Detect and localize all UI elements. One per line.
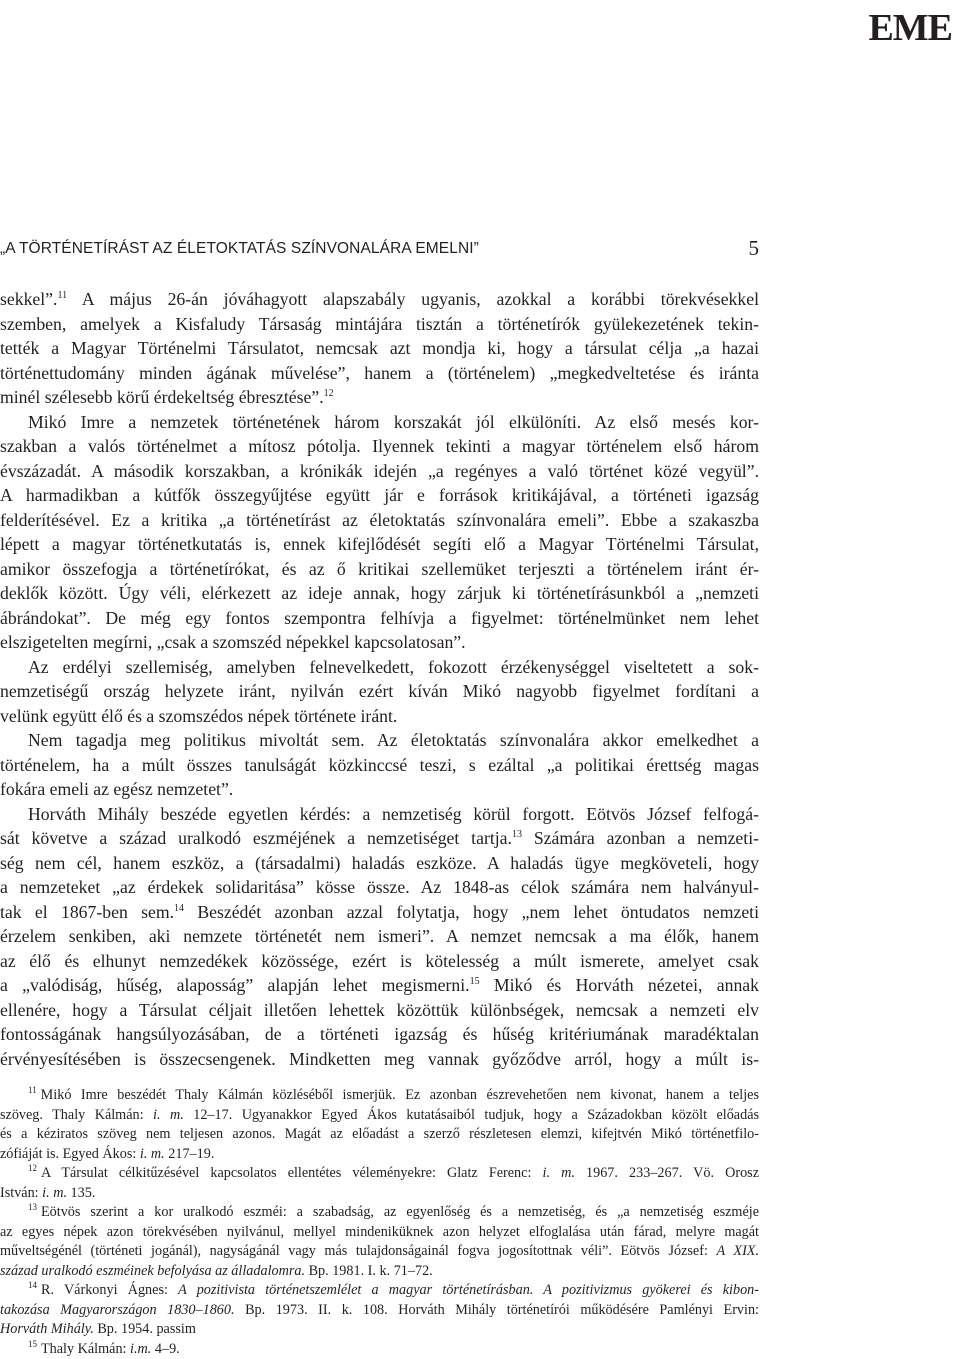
paragraph-5 bbox=[0, 802, 759, 1072]
text-line bbox=[0, 385, 759, 410]
text-run: István: bbox=[0, 1185, 42, 1201]
text-line: és a kéziratos szöveg nem teljesen azonos. Magát az előadást a szerző részletesen elemzi, kifejtvén Mikó történetfilo- bbox=[0, 1125, 759, 1145]
text-run: Thaly Kálmán: bbox=[41, 1341, 130, 1357]
text-line: lépett a magyar történetkutatás is, ennek kifejlődését segíti elő a Magyar Történelmi Társulat, bbox=[0, 532, 759, 557]
text-line: tették a Magyar Történelmi Társulatot, nemcsak azt mondja ki, hogy a társulat célja „a hazai bbox=[0, 336, 759, 361]
text-line: a nemzeteket „az érdekek solidaritása” kösse össze. Az 1848-as célok számára nem halványul- bbox=[0, 875, 759, 900]
text-line: az egyes népek azon törekvésében nyilvánul, mellyel mindeniküknek azon helyzet elfoglalása után fárad, melyre magát bbox=[0, 1223, 759, 1243]
text-run: 217–19. bbox=[165, 1146, 215, 1162]
text-line: érzelem senkiben, aki nemzete történetét nem ismeri”. A nemzet nemcsak a ma élők, hanem bbox=[0, 924, 759, 949]
text-run: 4–9. bbox=[151, 1341, 179, 1357]
footnote-number: 14 bbox=[28, 1280, 37, 1290]
paragraph-4 bbox=[0, 728, 759, 802]
text-line: elszigetelten megírni, „csak a szomszéd népekkel kapcsolatosan”. bbox=[0, 630, 759, 655]
footnotes bbox=[0, 1086, 759, 1359]
text-line: Az erdélyi szellemiség, amelyben felnevelkedett, fokozott érzékenységgel viseltetett a sok- bbox=[0, 655, 759, 680]
footnote-13 bbox=[0, 1203, 759, 1281]
text-run: Beszédét azonban azzal folytatja, hogy „nem lehet öntudatos nemzeti bbox=[184, 902, 759, 922]
text-run: a „valódiság, hűség, alaposság” alapján lehet megismerni. bbox=[0, 975, 470, 995]
text-run: sát követve a század uralkodó eszméjének a nemzetiséget tartja. bbox=[0, 828, 512, 848]
body-text bbox=[0, 287, 759, 1071]
text-line: fontosságának hangsúlyozásában, de a történeti igazság és hűség kritériumának maradéktalan bbox=[0, 1022, 759, 1047]
text-line bbox=[0, 1281, 759, 1301]
text-line: deklők között. Úgy véli, elérkezett az ideje annak, hogy zárjuk ki történetírásunkból a „nemzeti bbox=[0, 581, 759, 606]
text-run: Mikó és Horváth nézetei, annak bbox=[480, 975, 759, 995]
text-run: i. m. bbox=[42, 1185, 67, 1201]
text-line: fokára emeli az egész nemzetet”. bbox=[0, 777, 759, 802]
text-run: műveltségénél (történeti jogánál), nagyságánál vagy más tulajdonságainál fogva jogosítottnak véli”. Eötvös József: bbox=[0, 1243, 716, 1259]
text-run: minél szélesebb körű érdekeltség ébresztése”. bbox=[0, 387, 324, 407]
text-line bbox=[0, 287, 759, 312]
paragraph-2 bbox=[0, 410, 759, 655]
text-run: Bp. 1954. passim bbox=[94, 1321, 196, 1337]
text-run: zófiáját is. Egyed Ákos: bbox=[0, 1146, 140, 1162]
text-line: Horváth Mihály beszéde egyetlen kérdés: a nemzetiség körül forgott. Eötvös József felfogá- bbox=[0, 802, 759, 827]
text-line bbox=[0, 1106, 759, 1126]
footnote-number: 15 bbox=[28, 1339, 37, 1349]
text-line: szakban a valós történelmet a mítosz pótolja. Ilyennek tekinti a magyar történelem első három bbox=[0, 434, 759, 459]
text-line bbox=[0, 826, 759, 851]
footnote-ref: 11 bbox=[57, 290, 67, 301]
footnote-number: 11 bbox=[28, 1085, 37, 1095]
footnote-11 bbox=[0, 1086, 759, 1164]
footnote-number: 12 bbox=[28, 1163, 37, 1173]
paragraph-1 bbox=[0, 287, 759, 410]
text-run: R. Várkonyi Ágnes: bbox=[41, 1282, 178, 1298]
text-run: Horváth Mihály. bbox=[0, 1321, 94, 1337]
footnote-14 bbox=[0, 1281, 759, 1340]
footnote-ref: 13 bbox=[512, 829, 522, 840]
text-line bbox=[0, 1086, 759, 1106]
running-header bbox=[0, 236, 960, 264]
text-line: az élő és elhunyt nemzedékek közössége, ezért is kötelesség a múlt ismerete, amelyet csak bbox=[0, 949, 759, 974]
text-run: 1967. 233–267. Vö. Orosz bbox=[575, 1165, 759, 1181]
text-run: i. m. bbox=[140, 1146, 165, 1162]
text-run: A XIX. bbox=[716, 1243, 759, 1259]
text-run: i. m. bbox=[543, 1165, 575, 1181]
running-title: „A TÖRTÉNETÍRÁST AZ ÉLETOKTATÁS SZÍNVONALÁRA EMELNI” bbox=[0, 240, 479, 258]
footnote-ref: 15 bbox=[470, 976, 480, 987]
page-number: 5 bbox=[749, 236, 760, 261]
text-line: ség nem cél, hanem eszköz, a (társadalmi) haladás eszköze. A haladás ügye megköveteli, hogy bbox=[0, 851, 759, 876]
text-run: Mikó Imre beszédét Thaly Kálmán közléséből ismerjük. Ez azonban észrevehetően nem kivonat, hanem a teljes bbox=[41, 1087, 759, 1103]
text-run: A pozitivista történetszemlélet a magyar történetírásban. A pozitivizmus gyökerei és kibon- bbox=[178, 1282, 759, 1298]
text-run: Eötvös szerint a kor uralkodó eszméi: a szabadság, az egyenlőség és a nemzetiség, és „a nemzetiség eszméje bbox=[41, 1204, 759, 1220]
publisher-logo: EME bbox=[868, 6, 952, 50]
text-line: történettudomány minden ágának művelése”, hanem a (történelem) „megkedveltetése és iránta bbox=[0, 361, 759, 386]
text-line: nemzetiségű ország helyzete iránt, nyilván ezért kíván Mikó nagyobb figyelmet fordítani a bbox=[0, 679, 759, 704]
text-line: Mikó Imre a nemzetek történetének három korszakát jól elkülöníti. Az első mesés kor- bbox=[0, 410, 759, 435]
footnote-ref: 12 bbox=[324, 388, 334, 399]
text-run: sekkel”. bbox=[0, 289, 57, 309]
footnote-12 bbox=[0, 1164, 759, 1203]
text-line: ellenére, hogy a Társulat céljait illetően lehettek közöttük különbségek, nemcsak a nemzeti elv bbox=[0, 998, 759, 1023]
footnote-ref: 14 bbox=[174, 903, 184, 914]
text-line bbox=[0, 1262, 759, 1282]
text-line: Nem tagadja meg politikus mivoltát sem. Az életoktatás színvonalára akkor emelkedhet a bbox=[0, 728, 759, 753]
text-run: Bp. 1973. II. k. 108. Horváth Mihály történetírói működésére Pamlényi Ervin: bbox=[235, 1302, 759, 1318]
text-run: Számára azonban a nemzeti- bbox=[522, 828, 759, 848]
text-run: A május 26-án jóváhagyott alapszabály ugyanis, azokkal a korábbi törekvésekkel bbox=[67, 289, 759, 309]
text-run: A Társulat célkitűzésével kapcsolatos ellentétes véleményekre: Glatz Ferenc: bbox=[41, 1165, 543, 1181]
text-line: felderítésével. Ez a kritika „a történetírást az életoktatás színvonalára emeli”. Ebbe a szakaszba bbox=[0, 508, 759, 533]
text-run: takozása Magyarországon 1830–1860. bbox=[0, 1302, 235, 1318]
text-run: Bp. 1981. I. k. 71–72. bbox=[305, 1263, 433, 1279]
text-line bbox=[0, 1301, 759, 1321]
text-line: ábrándokat”. De még egy fontos szempontra felhívja a figyelmet: történelmünket nem lehet bbox=[0, 606, 759, 631]
text-line: velünk együtt élő és a szomszédos népek története iránt. bbox=[0, 704, 759, 729]
text-line bbox=[0, 1242, 759, 1262]
text-line bbox=[0, 1145, 759, 1165]
text-line bbox=[0, 900, 759, 925]
text-run: szöveg. Thaly Kálmán: bbox=[0, 1107, 153, 1123]
paragraph-3 bbox=[0, 655, 759, 729]
footnote-number: 13 bbox=[28, 1202, 37, 1212]
text-run: 12–17. Ugyanakkor Egyed Ákos kutatásaiból tudjuk, hogy a Századokban közölt előadás bbox=[184, 1107, 759, 1123]
text-line: érvényesítésében is összecsengenek. Mindketten meg vannak győződve arról, hogy a múlt is- bbox=[0, 1047, 759, 1072]
text-run: század uralkodó eszméinek befolyása az álladalomra. bbox=[0, 1263, 305, 1279]
text-line bbox=[0, 1320, 759, 1340]
text-line bbox=[0, 1340, 759, 1359]
text-line: amikor összefogja a történetírókat, és az ő kritikai szellemüket terjeszti a történelem iránt ér- bbox=[0, 557, 759, 582]
text-run: i.m. bbox=[130, 1341, 151, 1357]
text-run: 135. bbox=[67, 1185, 95, 1201]
text-line bbox=[0, 973, 759, 998]
text-line: szemben, amelyek a Kisfaludy Társaság mintájára tisztán a történetírók gyülekezetének tekin- bbox=[0, 312, 759, 337]
text-run: tak el 1867-ben sem. bbox=[0, 902, 174, 922]
footnote-15 bbox=[0, 1340, 759, 1359]
text-run: i. m. bbox=[153, 1107, 184, 1123]
text-line bbox=[0, 1184, 759, 1204]
text-line: évszázadát. A második korszakban, a krónikák idején „a regényes a való történet közé vegyül”. bbox=[0, 459, 759, 484]
text-line: történelem, ha a múlt összes tanulságát közkinccsé teszi, s ezáltal „a politikai érettség magas bbox=[0, 753, 759, 778]
text-line bbox=[0, 1164, 759, 1184]
text-line bbox=[0, 1203, 759, 1223]
text-line: A harmadikban a kútfők összegyűjtése együtt jár e források kritikájával, a történeti igazság bbox=[0, 483, 759, 508]
